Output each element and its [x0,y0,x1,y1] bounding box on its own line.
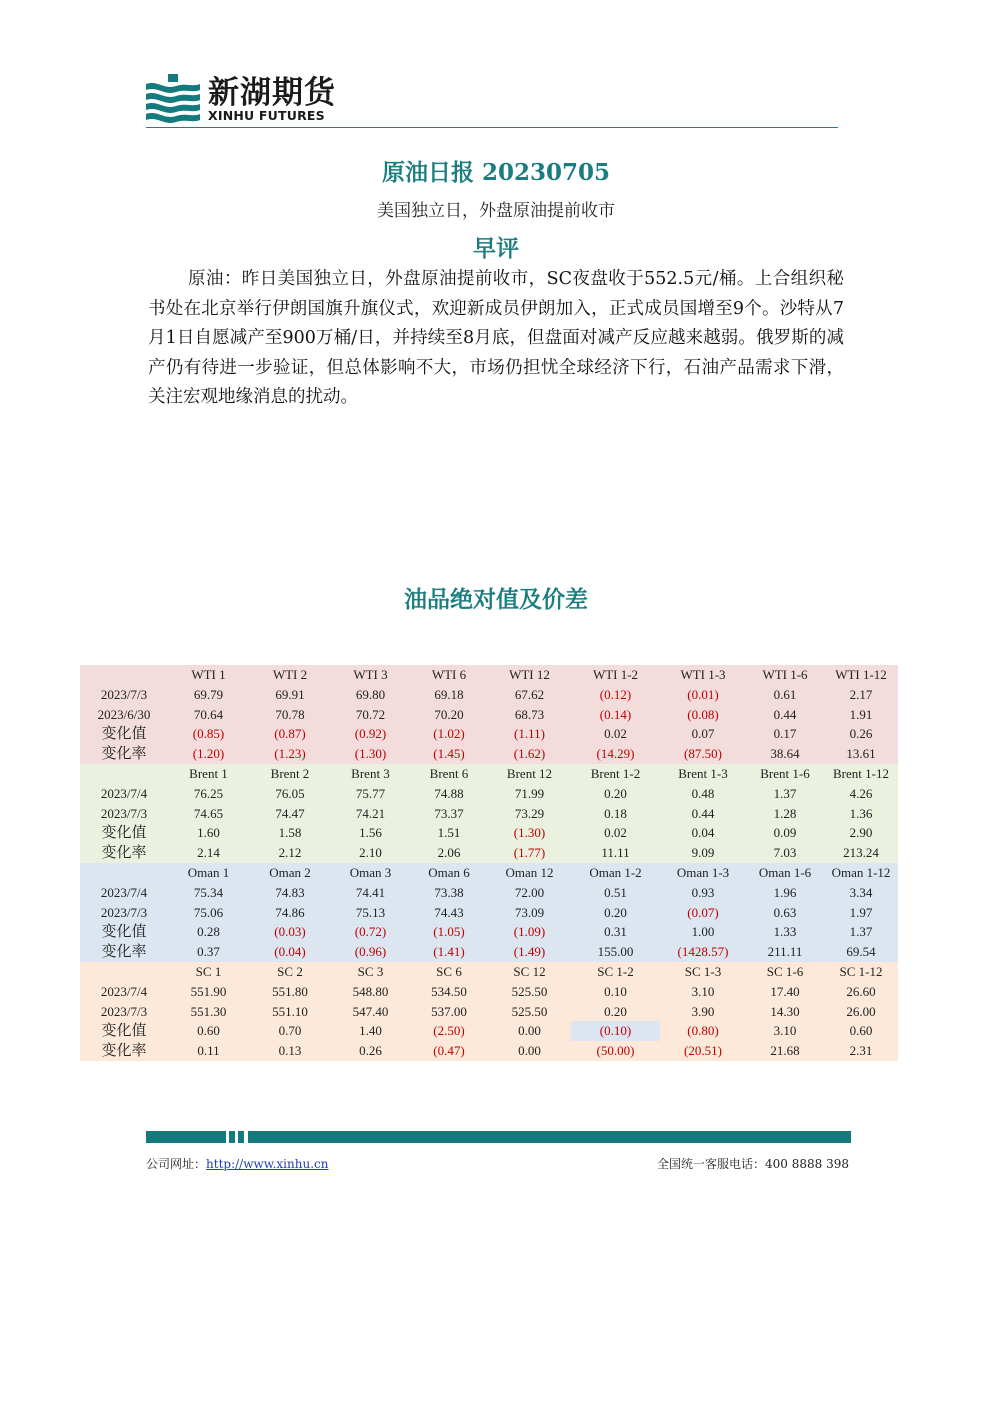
table-cell: 2.12 [249,843,331,863]
table-cell: (1.30) [488,823,571,843]
table-row [80,1021,898,1041]
footer-website [146,1156,328,1172]
column-header: SC 1-12 [824,962,898,982]
column-header: SC 1-6 [746,962,824,982]
column-header: Brent 2 [249,764,331,784]
column-header: SC 12 [488,962,571,982]
footer-website-label: 公司网址： [146,1157,207,1171]
table-cell: 1.40 [331,1021,410,1041]
table-cell: 0.44 [746,705,824,725]
table-cell: 551.80 [249,982,331,1002]
column-header: Brent 6 [410,764,488,784]
table-cell: 3.10 [660,982,746,1002]
table-cell: 0.17 [746,724,824,744]
table-cell: 13.61 [824,744,898,764]
table-cell: (1.11) [488,724,571,744]
column-header: WTI 2 [249,665,331,685]
row-label: 变化值 [80,724,168,744]
footer-bar [238,1131,244,1143]
table-cell: 0.28 [168,922,249,942]
column-header: WTI 3 [331,665,410,685]
table-cell: 7.03 [746,843,824,863]
table-cell: 67.62 [488,685,571,705]
table-cell: (0.10) [571,1021,660,1041]
table-cell: 1.33 [746,922,824,942]
table-cell: 74.86 [249,903,331,923]
table-corner-cell [80,665,168,685]
table-cell: 2.14 [168,843,249,863]
table-cell: 0.00 [488,1041,571,1061]
column-header: WTI 1-3 [660,665,746,685]
column-header: Oman 1-6 [746,863,824,883]
table-cell: 0.60 [168,1021,249,1041]
table-cell: (0.04) [249,942,331,962]
table-cell: (2.50) [410,1021,488,1041]
table-cell: 74.83 [249,883,331,903]
column-header: WTI 1 [168,665,249,685]
table-cell: 0.20 [571,903,660,923]
table-cell: (0.80) [660,1021,746,1041]
column-header: WTI 1-2 [571,665,660,685]
table-cell: 551.90 [168,982,249,1002]
morning-comment-paragraph: 原油：昨日美国独立日，外盘原油提前收市，SC夜盘收于552.5元/桶。上合组织秘书处在北京举行伊朗国旗升旗仪式，欢迎新成员伊朗加入，正式成员国增至9个。沙特从7月1日自愿减产至900万桶/日，并持续至8月底，但盘面对减产反应越来越弱。俄罗斯的减产仍有待进一步验证，但总体影响不大，市场仍担忧全球经济下行，石油产品需求下滑，关注宏观地缘消息的扰动。 [148,269,844,407]
table-cell: 1.36 [824,804,898,824]
table-cell: 0.11 [168,1041,249,1061]
logo-english-name: XINHU FUTURES [208,108,325,123]
brent-header-row [80,764,898,784]
report-subtitle: 美国独立日，外盘原油提前收市 [377,201,615,221]
table-cell: 26.60 [824,982,898,1002]
table-row [80,724,898,744]
column-header: SC 1-2 [571,962,660,982]
table-row [80,1002,898,1022]
column-header: Brent 1-3 [660,764,746,784]
table-cell: 69.80 [331,685,410,705]
row-label: 变化率 [80,744,168,764]
table-cell: (0.03) [249,922,331,942]
table-cell: 2.90 [824,823,898,843]
table-cell: 525.50 [488,1002,571,1022]
table-row [80,922,898,942]
row-label: 变化值 [80,1021,168,1041]
table-cell: 211.11 [746,942,824,962]
table-cell: (1.77) [488,843,571,863]
row-label: 2023/7/3 [80,685,168,705]
table-cell: 76.05 [249,784,331,804]
table-cell: 9.09 [660,843,746,863]
table-cell: 69.54 [824,942,898,962]
table-cell: 75.06 [168,903,249,923]
table-cell: (50.00) [571,1041,660,1061]
row-label: 2023/7/3 [80,804,168,824]
table-cell: 21.68 [746,1041,824,1061]
table-cell: 1.56 [331,823,410,843]
row-label: 2023/6/30 [80,705,168,725]
table-cell: 3.10 [746,1021,824,1041]
column-header: SC 1-3 [660,962,746,982]
table-cell: 74.41 [331,883,410,903]
table-cell: 74.43 [410,903,488,923]
table-cell: 72.00 [488,883,571,903]
column-header: Oman 3 [331,863,410,883]
table-cell: 0.02 [571,724,660,744]
table-cell: 17.40 [746,982,824,1002]
column-header: Oman 2 [249,863,331,883]
table-cell: 74.88 [410,784,488,804]
table-cell: 70.78 [249,705,331,725]
column-header: WTI 6 [410,665,488,685]
column-header: WTI 12 [488,665,571,685]
table-cell: 525.50 [488,982,571,1002]
table-corner-cell [80,863,168,883]
table-cell: 0.51 [571,883,660,903]
column-header: Brent 12 [488,764,571,784]
table-cell: 1.28 [746,804,824,824]
table-cell: 1.37 [824,922,898,942]
header-divider [146,127,838,128]
table-cell: (1.09) [488,922,571,942]
table-cell: 0.07 [660,724,746,744]
table-cell: 2.06 [410,843,488,863]
table-cell: 0.18 [571,804,660,824]
table-cell: (1.05) [410,922,488,942]
table-cell: 68.73 [488,705,571,725]
table-cell: (1.62) [488,744,571,764]
oil-price-table-container [80,665,898,1061]
table-row [80,883,898,903]
table-cell: (20.51) [660,1041,746,1061]
table-cell: 0.26 [824,724,898,744]
table-cell: 155.00 [571,942,660,962]
table-cell: 73.37 [410,804,488,824]
table-cell: (0.07) [660,903,746,923]
table-row [80,843,898,863]
table-cell: 0.26 [331,1041,410,1061]
table-cell: 70.72 [331,705,410,725]
table-cell: (0.08) [660,705,746,725]
table-cell: 537.00 [410,1002,488,1022]
table-cell: 1.51 [410,823,488,843]
table-cell: 38.64 [746,744,824,764]
oil-price-table-body [80,665,898,1061]
table-cell: 0.48 [660,784,746,804]
table-cell: 75.77 [331,784,410,804]
table-cell: (1428.57) [660,942,746,962]
footer-bar [229,1131,235,1143]
row-label: 2023/7/3 [80,1002,168,1022]
xinhu-wave-logo-icon [146,74,200,124]
table-cell: 1.97 [824,903,898,923]
table-row [80,685,898,705]
table-cell: (1.02) [410,724,488,744]
report-title: 原油日报 20230705 [381,159,611,186]
row-label: 变化率 [80,843,168,863]
table-row [80,1041,898,1061]
table-cell: 551.30 [168,1002,249,1022]
column-header: Brent 1-2 [571,764,660,784]
table-cell: 2.31 [824,1041,898,1061]
table-row [80,804,898,824]
column-header: Oman 6 [410,863,488,883]
row-label: 变化率 [80,942,168,962]
table-title: 油品绝对值及价差 [404,586,588,613]
table-cell: 76.25 [168,784,249,804]
table-cell: 0.10 [571,982,660,1002]
table-cell: 0.04 [660,823,746,843]
table-cell: 0.09 [746,823,824,843]
table-cell: (0.12) [571,685,660,705]
column-header: WTI 1-12 [824,665,898,685]
logo-chinese-name: 新湖期货 [208,75,336,111]
table-cell: 69.91 [249,685,331,705]
table-cell: 0.63 [746,903,824,923]
table-cell: 14.30 [746,1002,824,1022]
table-cell: 0.00 [488,1021,571,1041]
table-cell: 73.09 [488,903,571,923]
row-label: 变化值 [80,922,168,942]
table-cell: (0.14) [571,705,660,725]
table-cell: 26.00 [824,1002,898,1022]
table-cell: 0.31 [571,922,660,942]
table-cell: 0.93 [660,883,746,903]
table-cell: 73.29 [488,804,571,824]
column-header: Brent 3 [331,764,410,784]
column-header: Oman 1 [168,863,249,883]
table-cell: (14.29) [571,744,660,764]
table-cell: 1.58 [249,823,331,843]
table-cell: (0.87) [249,724,331,744]
table-cell: (1.23) [249,744,331,764]
table-cell: 73.38 [410,883,488,903]
column-header: SC 2 [249,962,331,982]
column-header: Brent 1 [168,764,249,784]
table-cell: 551.10 [249,1002,331,1022]
table-cell: 74.47 [249,804,331,824]
table-cell: 70.64 [168,705,249,725]
row-label: 2023/7/4 [80,982,168,1002]
footer-hotline: 全国统一客服电话：400 8888 398 [657,1157,849,1171]
row-label: 变化值 [80,823,168,843]
table-cell: 1.96 [746,883,824,903]
table-cell: 0.20 [571,784,660,804]
table-cell: 3.34 [824,883,898,903]
table-cell: 0.44 [660,804,746,824]
row-label: 变化率 [80,1041,168,1061]
table-cell: (1.20) [168,744,249,764]
table-cell: (0.47) [410,1041,488,1061]
table-cell: 75.34 [168,883,249,903]
table-row [80,823,898,843]
table-corner-cell [80,764,168,784]
column-header: SC 6 [410,962,488,982]
table-cell: 1.60 [168,823,249,843]
table-cell: 11.11 [571,843,660,863]
row-label: 2023/7/4 [80,883,168,903]
table-cell: 548.80 [331,982,410,1002]
table-cell: (87.50) [660,744,746,764]
table-cell: 74.21 [331,804,410,824]
table-cell: 534.50 [410,982,488,1002]
table-cell: (0.96) [331,942,410,962]
column-header: Oman 1-2 [571,863,660,883]
footer-bar [146,1131,226,1143]
table-cell: 4.26 [824,784,898,804]
wti-header-row [80,665,898,685]
table-cell: (1.41) [410,942,488,962]
table-cell: 71.99 [488,784,571,804]
table-cell: (0.85) [168,724,249,744]
sc-header-row [80,962,898,982]
table-cell: 2.17 [824,685,898,705]
table-cell: 0.20 [571,1002,660,1022]
table-cell: (1.30) [331,744,410,764]
footer-bar [248,1131,851,1143]
column-header: Oman 12 [488,863,571,883]
column-header: Brent 1-12 [824,764,898,784]
section-heading-morning-comment: 早评 [473,235,519,262]
row-label: 2023/7/4 [80,784,168,804]
table-row [80,705,898,725]
table-cell: (0.01) [660,685,746,705]
table-corner-cell [80,962,168,982]
table-cell: 1.91 [824,705,898,725]
table-cell: 69.18 [410,685,488,705]
table-cell: 547.40 [331,1002,410,1022]
column-header: WTI 1-6 [746,665,824,685]
table-cell: 3.90 [660,1002,746,1022]
table-cell: 0.61 [746,685,824,705]
table-row [80,942,898,962]
table-cell: 69.79 [168,685,249,705]
table-cell: 0.02 [571,823,660,843]
table-cell: (0.72) [331,922,410,942]
table-cell: (1.45) [410,744,488,764]
table-row [80,903,898,923]
footer-website-link[interactable]: http://www.xinhu.cn [206,1157,329,1171]
table-row [80,982,898,1002]
column-header: Brent 1-6 [746,764,824,784]
column-header: SC 1 [168,962,249,982]
table-cell: 2.10 [331,843,410,863]
table-cell: 75.13 [331,903,410,923]
column-header: SC 3 [331,962,410,982]
table-row [80,784,898,804]
column-header: Oman 1-12 [824,863,898,883]
table-cell: 1.00 [660,922,746,942]
table-cell: (0.92) [331,724,410,744]
table-cell: 1.37 [746,784,824,804]
table-cell: 0.37 [168,942,249,962]
oil-price-table [80,665,898,1061]
column-header: Oman 1-3 [660,863,746,883]
table-cell: 0.70 [249,1021,331,1041]
table-cell: (1.49) [488,942,571,962]
table-cell: 0.60 [824,1021,898,1041]
table-cell: 74.65 [168,804,249,824]
table-cell: 0.13 [249,1041,331,1061]
table-cell: 213.24 [824,843,898,863]
oman-header-row [80,863,898,883]
table-cell: 70.20 [410,705,488,725]
row-label: 2023/7/3 [80,903,168,923]
table-row [80,744,898,764]
